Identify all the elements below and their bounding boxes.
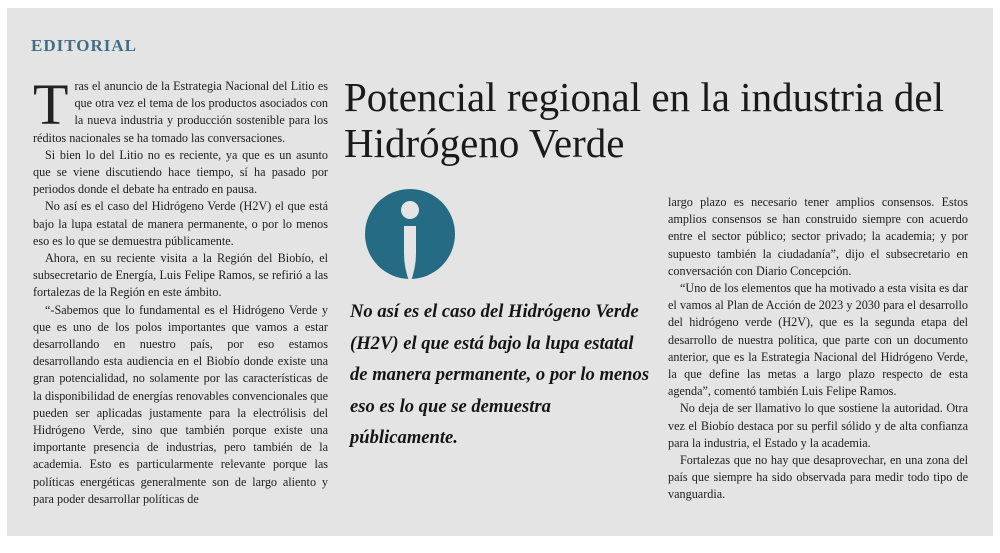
article-paragraph: “Uno de los elementos que ha motivado a esta visita es dar el vamos al Plan de Acción de 2023 y 2030 para el desarrollo del hidrógeno verde (H2V), que es la segunda etapa del desarrollo de nuestra política, que parte con un documento anterior, que es la Estrategia Nacional del Hidrógeno Verde, la que define las metas a largo plazo respecto de esta agenda”, comentó también Luis Felipe Ramos. [668,281,968,399]
article-column-left [33,72,328,508]
pull-quote: No así es el caso del Hidrógeno Verde (H2V) el que está bajo la lupa estatal de manera permanente, o por lo menos eso es lo que se demuestra públicamente. [350,301,650,449]
article-paragraph: No así es el caso del Hidrógeno Verde (H2V) el que está bajo la lupa estatal de manera permanente, o por lo menos eso es lo que se demuestra públicamente. [33,199,328,248]
article-paragraph [33,72,328,147]
article-paragraph: largo plazo es necesario tener amplios consensos. Estos amplios consensos se han construido siempre con acuerdo entre el sector público; sector privado; la academia; y por supuesto también la ciudadanía”, dijo el subsecretario en conversación con Diario Concepción. [668,195,968,278]
article-paragraph: Si bien lo del Litio no es reciente, ya que es un asunto que se viene discutiendo hace tiempo, sí ha pasado por periodos donde el debate ha entrado en pausa. [33,147,328,197]
editorial-page [7,8,993,536]
article-paragraph: Fortalezas que no hay que desaprovechar, en una zona del país que siempre ha sido observada para medir todo tipo de vanguardia. [668,453,968,502]
info-icon [364,188,456,286]
paragraph-text: ras el anuncio de la Estrategia Nacional del Litio es que otra vez el tema de los productos asociados con la nueva industria y producción sostenible para los réditos nacionales se ha tomado las conversaciones. [33,79,328,145]
drop-cap: T [33,72,69,137]
article-paragraph: “-Sabemos que lo fundamental es el Hidrógeno Verde y que es uno de los polos importantes que vamos a estar desarrollando en nuestro país, por eso estamos desarrollando esta audiencia en el Biobío donde existe una gran potencialidad, no solamente por las características de la disponibilidad de energías renovables convencionales que pueden ser aplicadas justamente para la electrólisis del Hidrógeno Verde, sino que también porque existe una importante presencia de industrias, pero también de la academia. Esto es particularmente relevante porque las políticas energéticas generalmente son de largo aliento y para poder desarrollar políticas de [33,302,328,506]
article-column-right [668,194,968,504]
section-label: EDITORIAL [31,36,137,55]
article-paragraph: Ahora, en su reciente visita a la Región del Biobío, el subsecretario de Energía, Luis Felipe Ramos, se refirió a las fortalezas de la Región en este ámbito. [33,251,328,300]
article-paragraph: No deja de ser llamativo lo que sostiene la autoridad. Otra vez el Biobío destaca por su perfil sólido y de alta confianza para la industria, el Estado y la academia. [668,401,968,450]
headline: Potencial regional en la industria del Hidrógeno Verde [344,74,945,166]
